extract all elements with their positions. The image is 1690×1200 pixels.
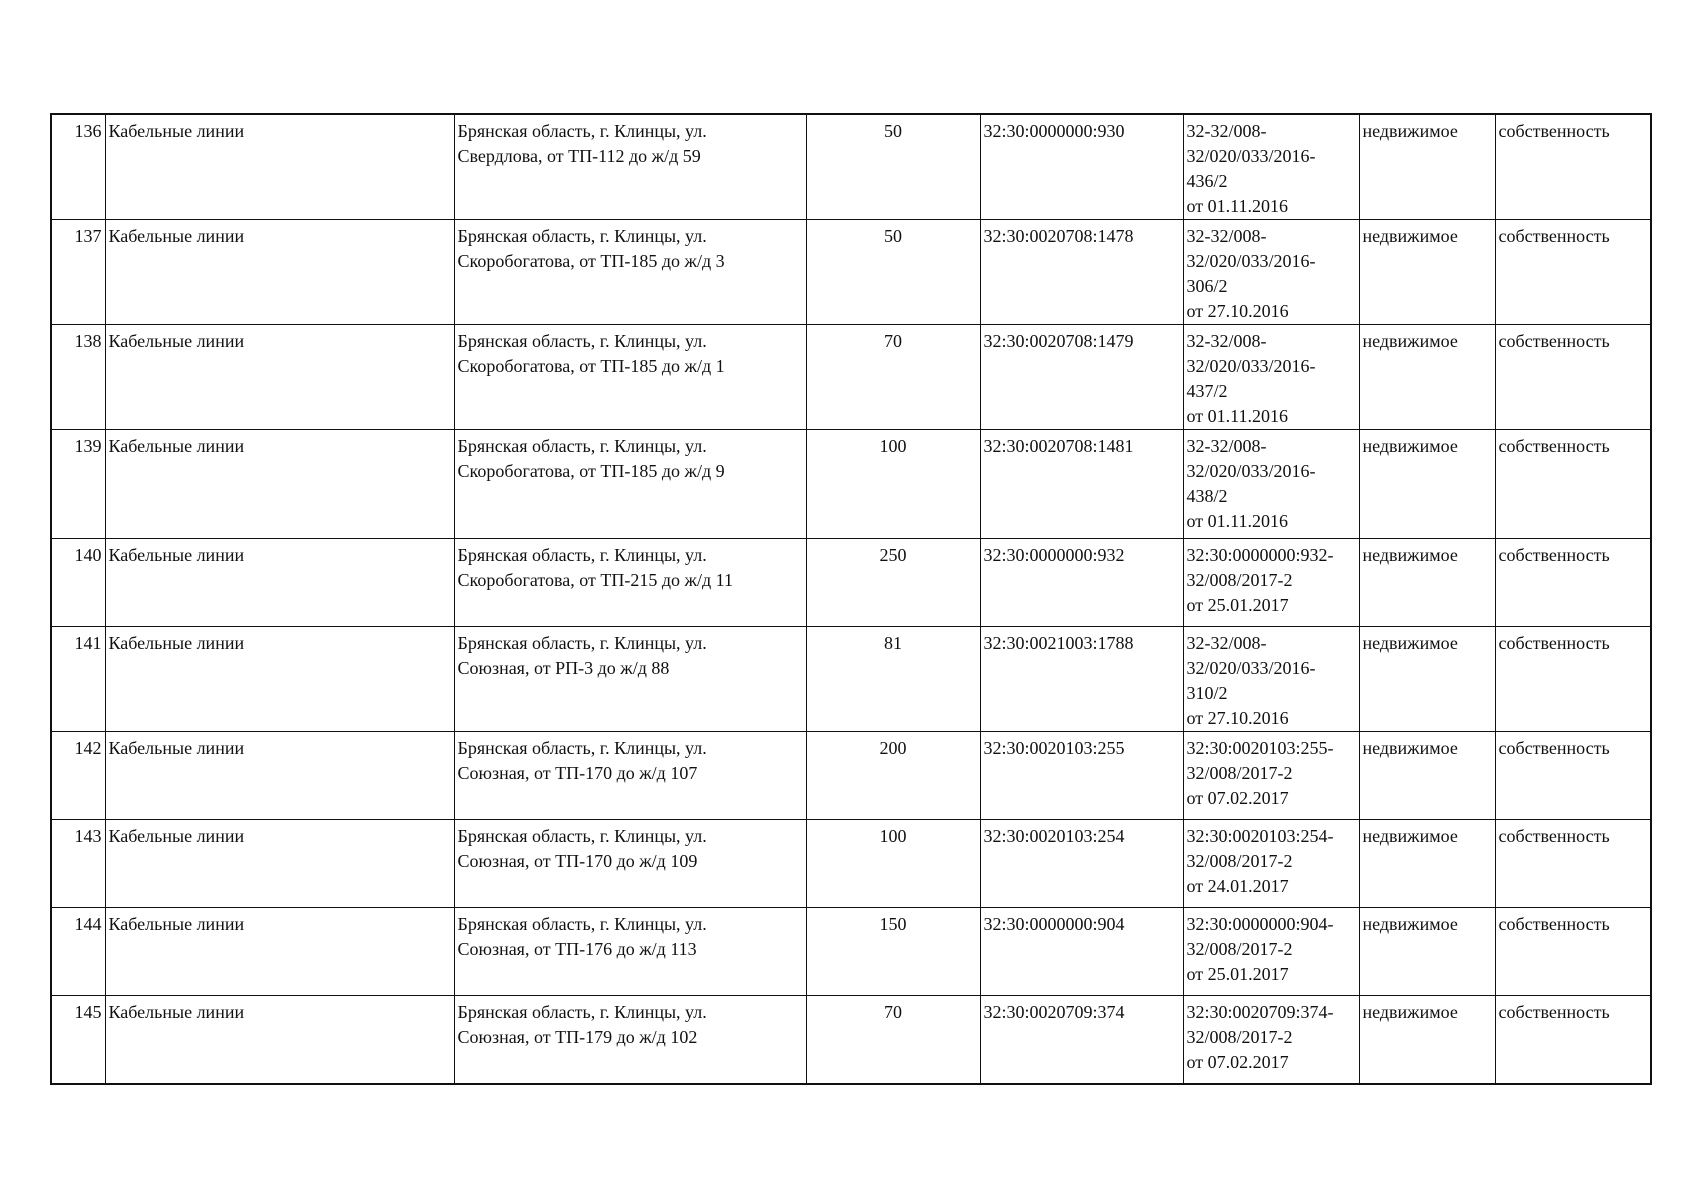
object-name: Кабельные линии — [105, 732, 454, 820]
object-length: 100 — [806, 820, 980, 908]
table-row — [51, 539, 1651, 627]
property-type: недвижимое — [1359, 996, 1495, 1085]
object-address: Брянская область, г. Клинцы, ул. Союзная, от ТП-176 до ж/д 113 — [454, 908, 806, 996]
ownership-right: собственность — [1495, 114, 1651, 220]
registration-record: 32:30:0000000:932- 32/008/2017-2 от 25.01.2017 — [1183, 539, 1359, 627]
ownership-right: собственность — [1495, 430, 1651, 539]
property-registry-table — [50, 113, 1652, 1085]
object-address: Брянская область, г. Клинцы, ул. Скоробогатова, от ТП-185 до ж/д 9 — [454, 430, 806, 539]
object-address: Брянская область, г. Клинцы, ул. Скоробогатова, от ТП-185 до ж/д 3 — [454, 220, 806, 325]
object-address: Брянская область, г. Клинцы, ул. Союзная, от ТП-179 до ж/д 102 — [454, 996, 806, 1085]
registration-record: 32:30:0020709:374- 32/008/2017-2 от 07.02.2017 — [1183, 996, 1359, 1085]
ownership-right: собственность — [1495, 325, 1651, 430]
registration-record: 32-32/008- 32/020/033/2016- 437/2 от 01.11.2016 — [1183, 325, 1359, 430]
object-address: Брянская область, г. Клинцы, ул. Свердлова, от ТП-112 до ж/д 59 — [454, 114, 806, 220]
property-type: недвижимое — [1359, 325, 1495, 430]
object-name: Кабельные линии — [105, 220, 454, 325]
row-number: 143 — [51, 820, 105, 908]
row-number: 137 — [51, 220, 105, 325]
table-row — [51, 325, 1651, 430]
property-type: недвижимое — [1359, 908, 1495, 996]
object-length: 250 — [806, 539, 980, 627]
ownership-right: собственность — [1495, 820, 1651, 908]
object-name: Кабельные линии — [105, 908, 454, 996]
object-length: 200 — [806, 732, 980, 820]
registration-record: 32-32/008- 32/020/033/2016- 436/2 от 01.11.2016 — [1183, 114, 1359, 220]
object-name: Кабельные линии — [105, 996, 454, 1085]
registration-record: 32:30:0020103:255- 32/008/2017-2 от 07.02.2017 — [1183, 732, 1359, 820]
object-address: Брянская область, г. Клинцы, ул. Союзная, от ТП-170 до ж/д 109 — [454, 820, 806, 908]
object-address: Брянская область, г. Клинцы, ул. Скоробогатова, от ТП-185 до ж/д 1 — [454, 325, 806, 430]
property-type: недвижимое — [1359, 732, 1495, 820]
object-length: 150 — [806, 908, 980, 996]
document-page — [50, 113, 1650, 1085]
property-type: недвижимое — [1359, 539, 1495, 627]
row-number: 139 — [51, 430, 105, 539]
property-type: недвижимое — [1359, 430, 1495, 539]
row-number: 142 — [51, 732, 105, 820]
registration-record: 32-32/008- 32/020/033/2016- 438/2 от 01.11.2016 — [1183, 430, 1359, 539]
table-row — [51, 220, 1651, 325]
object-address: Брянская область, г. Клинцы, ул. Союзная, от РП-3 до ж/д 88 — [454, 627, 806, 732]
object-length: 70 — [806, 325, 980, 430]
cadastral-number: 32:30:0020708:1479 — [980, 325, 1183, 430]
cadastral-number: 32:30:0020708:1481 — [980, 430, 1183, 539]
object-length: 100 — [806, 430, 980, 539]
ownership-right: собственность — [1495, 996, 1651, 1085]
registration-record: 32:30:0000000:904- 32/008/2017-2 от 25.01.2017 — [1183, 908, 1359, 996]
object-length: 50 — [806, 114, 980, 220]
object-name: Кабельные линии — [105, 325, 454, 430]
cadastral-number: 32:30:0000000:904 — [980, 908, 1183, 996]
row-number: 141 — [51, 627, 105, 732]
cadastral-number: 32:30:0000000:932 — [980, 539, 1183, 627]
cadastral-number: 32:30:0020708:1478 — [980, 220, 1183, 325]
row-number: 136 — [51, 114, 105, 220]
row-number: 140 — [51, 539, 105, 627]
object-name: Кабельные линии — [105, 627, 454, 732]
row-number: 145 — [51, 996, 105, 1085]
property-type: недвижимое — [1359, 220, 1495, 325]
cadastral-number: 32:30:0000000:930 — [980, 114, 1183, 220]
object-length: 50 — [806, 220, 980, 325]
ownership-right: собственность — [1495, 539, 1651, 627]
ownership-right: собственность — [1495, 220, 1651, 325]
table-row — [51, 908, 1651, 996]
table-row — [51, 820, 1651, 908]
registration-record: 32:30:0020103:254- 32/008/2017-2 от 24.01.2017 — [1183, 820, 1359, 908]
table-row — [51, 114, 1651, 220]
cadastral-number: 32:30:0020709:374 — [980, 996, 1183, 1085]
cadastral-number: 32:30:0020103:254 — [980, 820, 1183, 908]
object-length: 81 — [806, 627, 980, 732]
object-length: 70 — [806, 996, 980, 1085]
property-type: недвижимое — [1359, 627, 1495, 732]
table-row — [51, 996, 1651, 1085]
row-number: 144 — [51, 908, 105, 996]
property-type: недвижимое — [1359, 820, 1495, 908]
object-address: Брянская область, г. Клинцы, ул. Скоробогатова, от ТП-215 до ж/д 11 — [454, 539, 806, 627]
table-row — [51, 732, 1651, 820]
ownership-right: собственность — [1495, 908, 1651, 996]
object-address: Брянская область, г. Клинцы, ул. Союзная, от ТП-170 до ж/д 107 — [454, 732, 806, 820]
cadastral-number: 32:30:0021003:1788 — [980, 627, 1183, 732]
registration-record: 32-32/008- 32/020/033/2016- 306/2 от 27.10.2016 — [1183, 220, 1359, 325]
object-name: Кабельные линии — [105, 114, 454, 220]
table-row — [51, 627, 1651, 732]
ownership-right: собственность — [1495, 627, 1651, 732]
property-type: недвижимое — [1359, 114, 1495, 220]
row-number: 138 — [51, 325, 105, 430]
object-name: Кабельные линии — [105, 539, 454, 627]
table-row — [51, 430, 1651, 539]
object-name: Кабельные линии — [105, 430, 454, 539]
registration-record: 32-32/008- 32/020/033/2016- 310/2 от 27.10.2016 — [1183, 627, 1359, 732]
object-name: Кабельные линии — [105, 820, 454, 908]
ownership-right: собственность — [1495, 732, 1651, 820]
cadastral-number: 32:30:0020103:255 — [980, 732, 1183, 820]
